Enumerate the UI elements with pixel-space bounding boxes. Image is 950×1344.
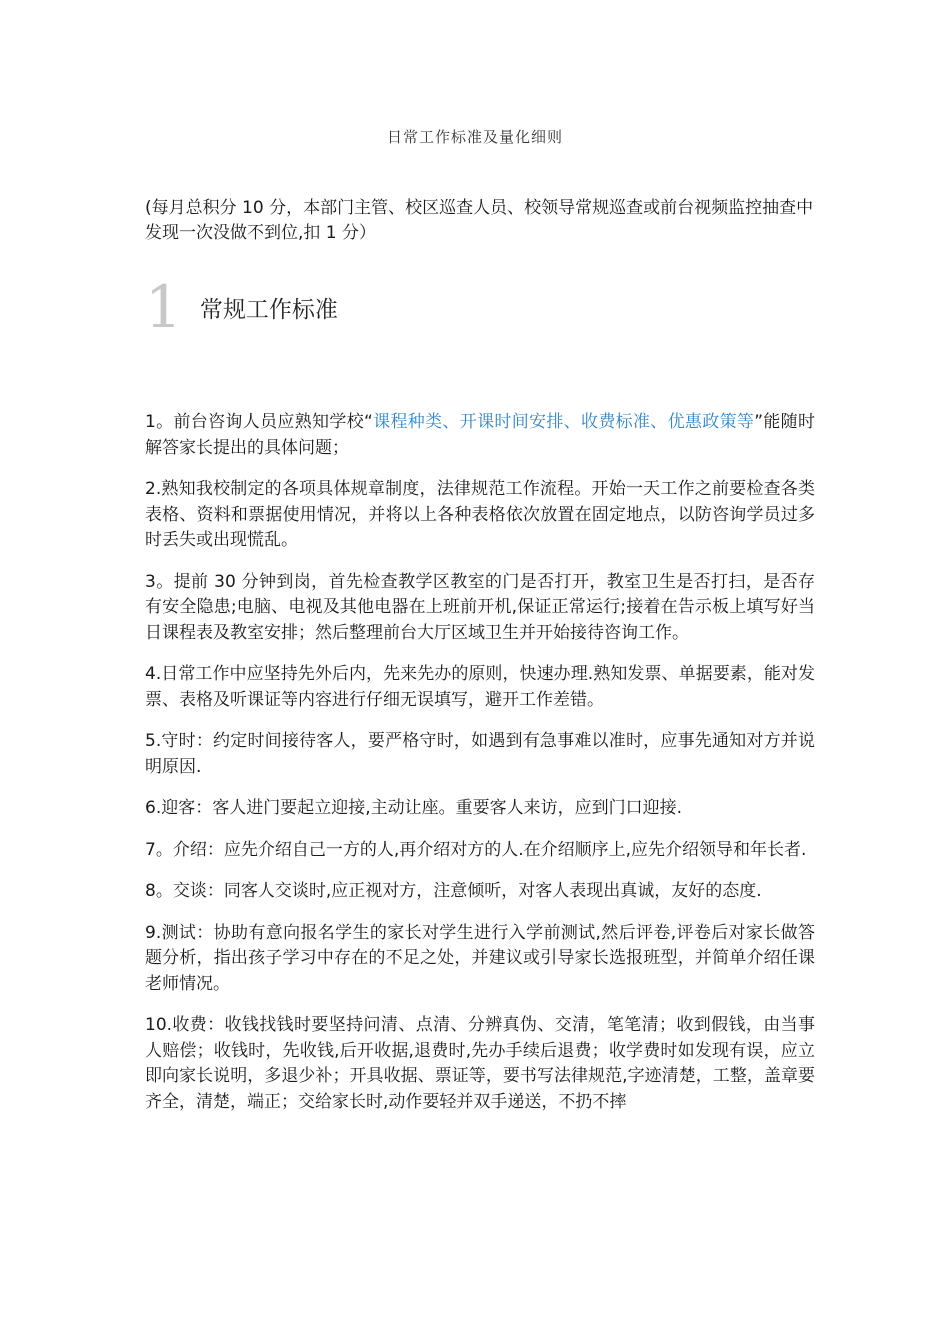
section-number: 1 (145, 273, 182, 341)
document-title: 日常工作标准及量化细则 (386, 128, 563, 146)
list-item-9: 9.测试：协助有意向报名学生的家长对学生进行入学前测试,然后评卷,评卷后对家长做答题分析，指出孩子学习中存在的不足之处，并建议或引导家长选报班型，并简单介绍任课老师情况。 (145, 922, 815, 994)
item-1-prefix: 1。前台咨询人员应熟知学校“ (145, 412, 373, 432)
section-heading (145, 272, 338, 342)
intro-paragraph: (每月总积分 10 分，本部门主管、校区巡查人员、校领导常规巡查或前台视频监控抽查中发现一次没做不到位,扣 1 分） (145, 198, 814, 243)
item-1-suffix: ”能随时解答家长提出的具体问题； (145, 412, 816, 458)
section-title: 常规工作标准 (199, 296, 338, 323)
list-item-3: 3。提前 30 分钟到岗，首先检查教学区教室的门是否打开，教室卫生是否打扫，是否存有安全隐患;电脑、电视及其他电器在上班前开机,保证正常运行;接着在告示板上填写好当日课程表及教室安排；然后整理前台大厅区域卫生并开始接待咨询工作。 (145, 571, 815, 643)
list-item-4: 4.日常工作中应坚持先外后内，先来先办的原则，快速办理.熟知发票、单据要素，能对发票、表格及听课证等内容进行仔细无误填写，避开工作差错。 (145, 664, 815, 710)
list-item-1 (145, 410, 815, 461)
list-item-8: 8。交谈：同客人交谈时,应正视对方，注意倾听，对客人表现出真诚，友好的态度. (145, 881, 762, 901)
item-list (145, 410, 815, 1131)
item-1-link[interactable]: 课程种类、开课时间安排、收费标准、优惠政策等 (372, 412, 755, 432)
list-item-10: 10.收费：收钱找钱时要坚持问清、点清、分辨真伪、交清，笔笔清；收到假钱，由当事人赔偿；收钱时，先收钱,后开收据,退费时,先办手续后退费；收学费时如发现有误，应立即向家长说明，多退少补；开具收据、票证等，要书写法律规范,字迹清楚，工整，盖章要齐全，清楚，端正；交给家长时,动作要轻并双手递送，不扔不摔 (145, 1015, 815, 1112)
list-item-6: 6.迎客：客人进门要起立迎接,主动让座。重要客人来访，应到门口迎接. (145, 798, 683, 818)
list-item-2: 2.熟知我校制定的各项具体规章制度，法律规范工作流程。开始一天工作之前要检查各类表格、资料和票据使用情况，并将以上各种表格依次放置在固定地点，以防咨询学员过多时丢失或出现慌乱。 (145, 479, 815, 550)
list-item-7: 7。介绍：应先介绍自己一方的人,再介绍对方的人.在介绍顺序上,应先介绍领导和年长者. (145, 839, 807, 860)
list-item-5: 5.守时：约定时间接待客人，要严格守时，如遇到有急事难以准时，应事先通知对方并说明原因. (145, 731, 815, 777)
